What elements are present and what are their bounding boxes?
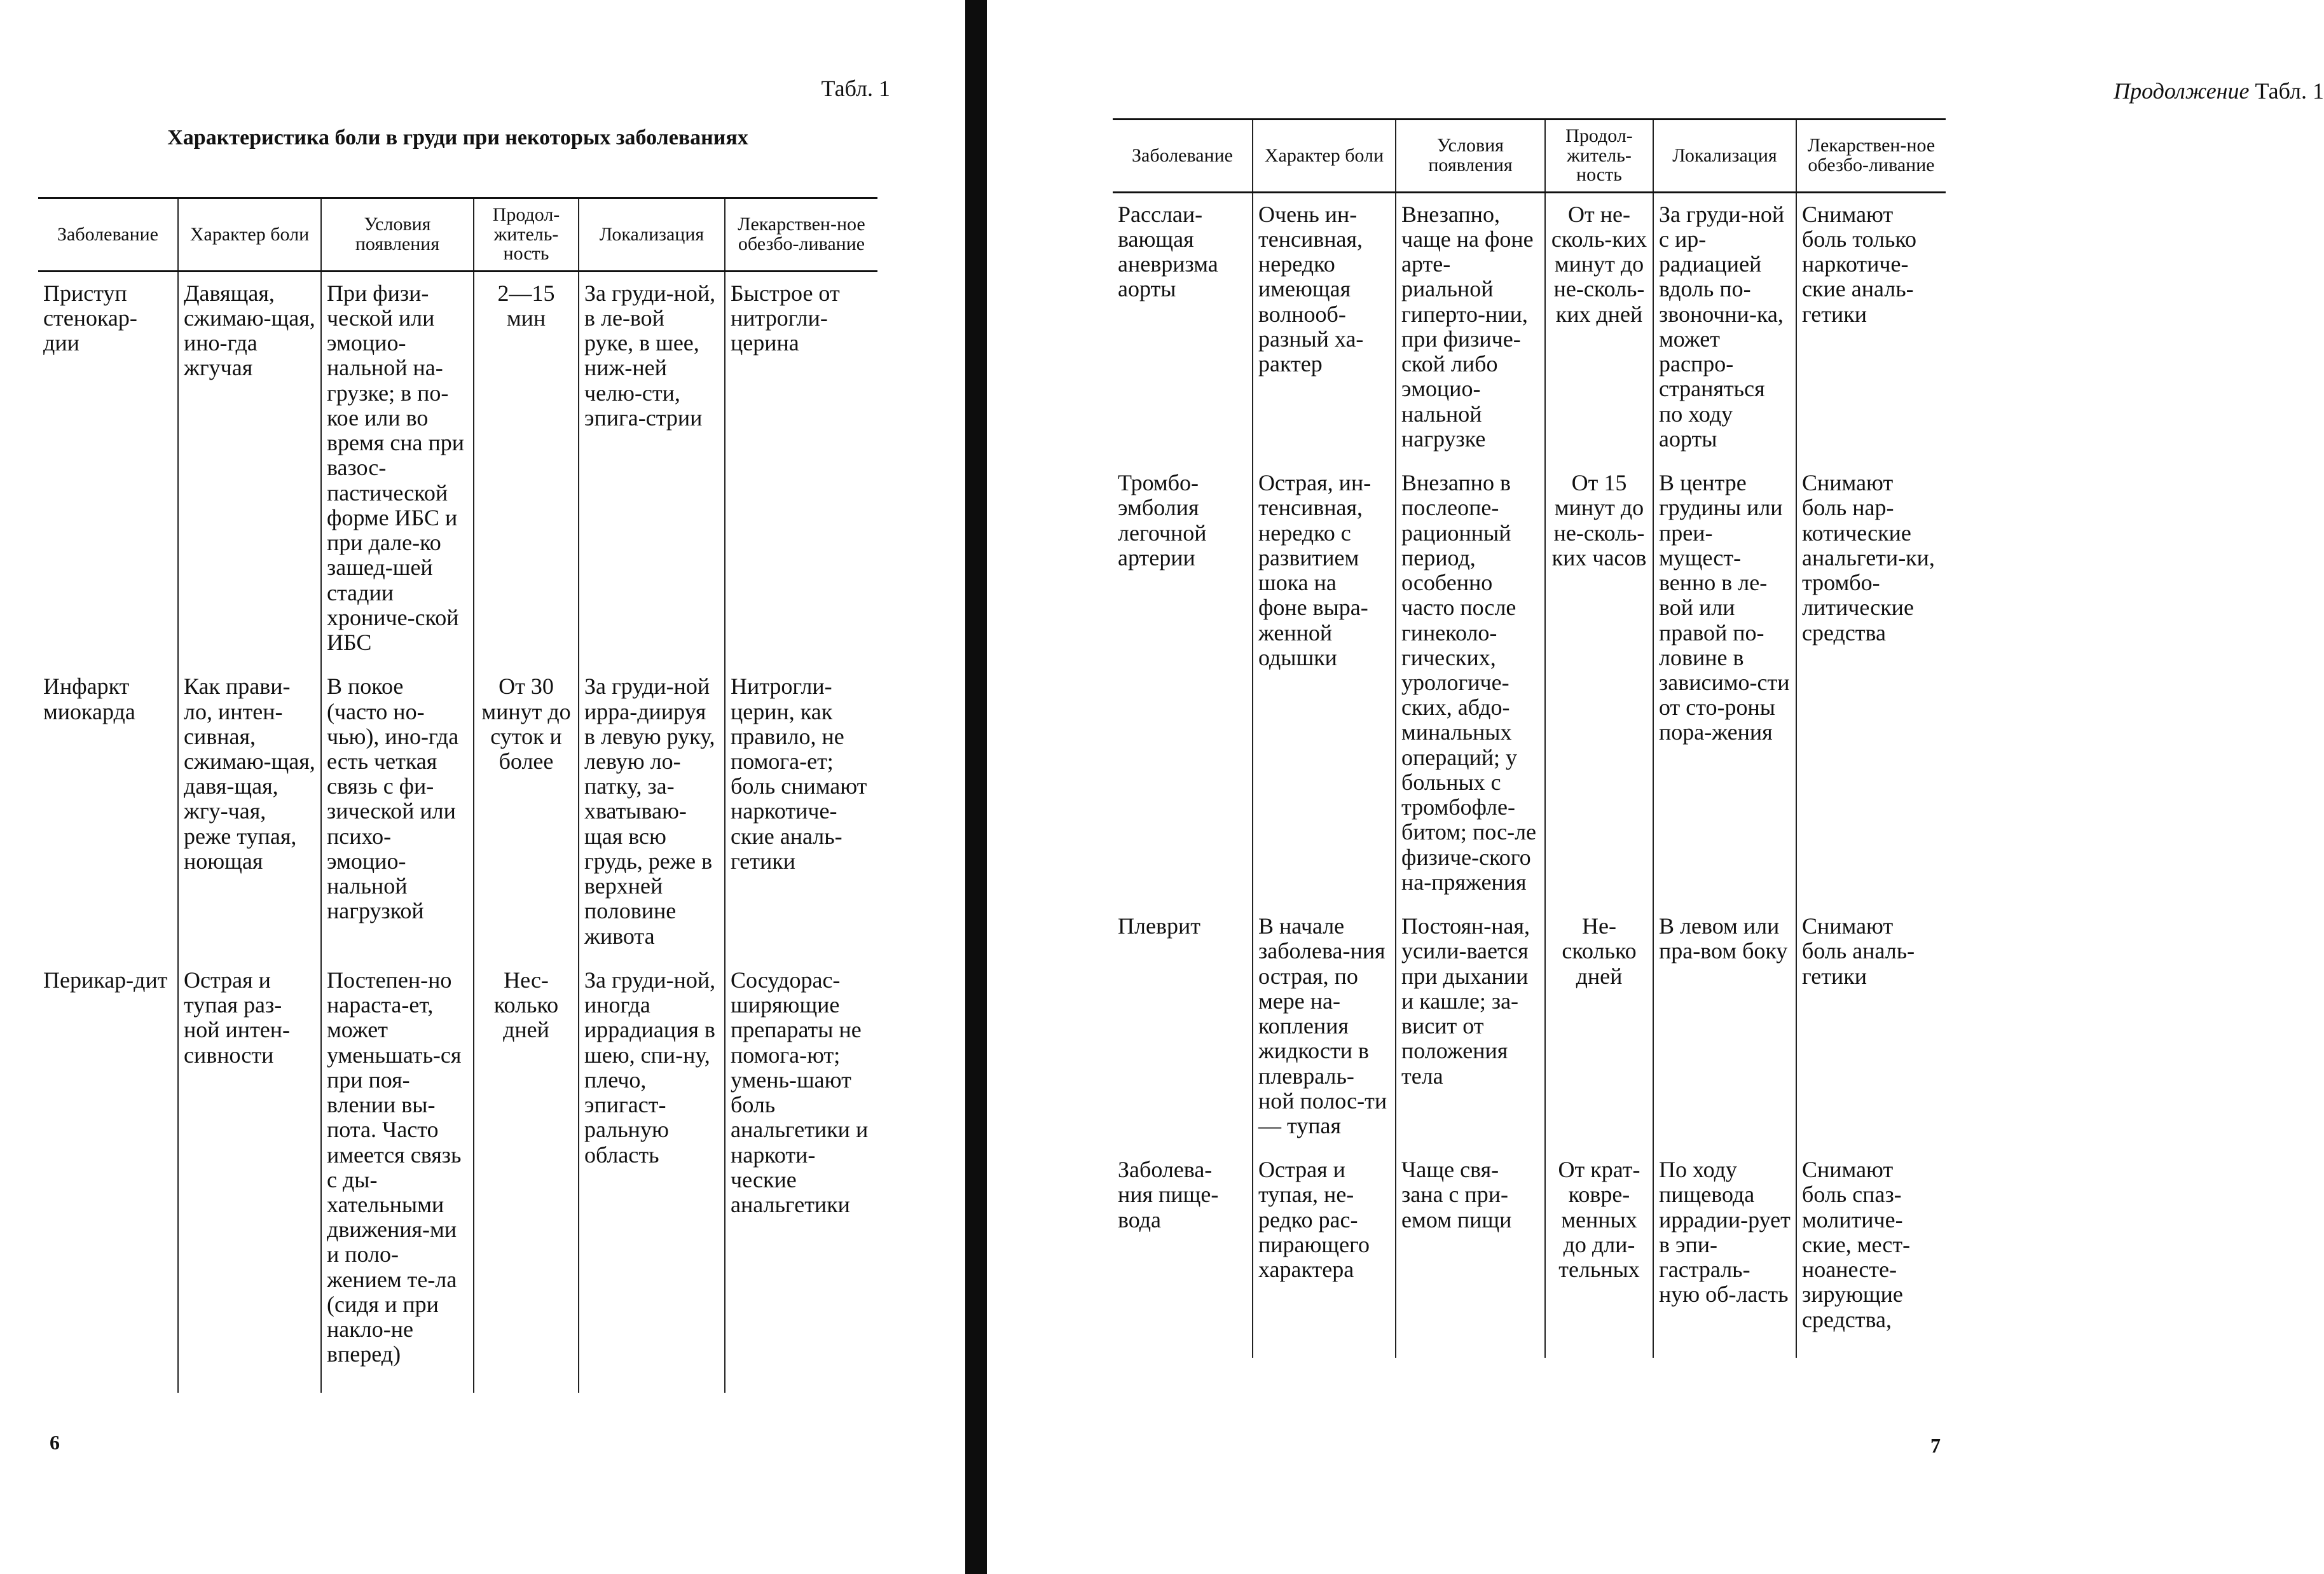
table-continuation-label bbox=[1621, 78, 2324, 104]
cell-duration: Нес-колько дней bbox=[474, 959, 579, 1393]
continuation-prefix: Продолжение bbox=[2114, 78, 2250, 104]
right-page bbox=[992, 0, 2324, 1574]
cell-onset-conditions: Внезапно в послеопе-рационный период, особенно часто после гинеколо-гических, урологиче-ских, абдо-минальных операций; у больных с тромбофле-битом; пос-ле физиче-ского на-пряжения bbox=[1396, 462, 1545, 905]
table-row bbox=[1113, 192, 1946, 462]
cell-pain-character: Как прави-ло, интен-сивная, сжимаю-щая, давя-щая, жгу-чая, реже тупая, ноющая bbox=[178, 665, 321, 959]
cell-location: За груди-ной, иногда иррадиация в шею, спи-ну, плечо, эпигаст-ральную область bbox=[579, 959, 725, 1393]
table-row bbox=[1113, 1149, 1946, 1358]
cell-duration: От крат-ковре-менных до дли-тельных bbox=[1545, 1149, 1653, 1358]
cell-duration: От не-сколь-ких минут до не-сколь-ких дней bbox=[1545, 192, 1653, 462]
cell-pain-character: Острая и тупая, не-редко рас-пирающего характера bbox=[1253, 1149, 1396, 1358]
header-drug-relief: Лекарствен-ное обезбо-ливание bbox=[725, 198, 877, 272]
cell-duration: От 15 минут до не-сколь-ких часов bbox=[1545, 462, 1653, 905]
cell-location: За груди-ной с ир-радиацией вдоль по-звоночни-ка, может распро-страняться по ходу аорты bbox=[1653, 192, 1796, 462]
header-disease: Заболевание bbox=[1113, 120, 1253, 193]
header-duration: Продол-житель-ность bbox=[474, 198, 579, 272]
cell-disease: Расслаи-вающая аневризма аорты bbox=[1118, 201, 1218, 302]
cell-disease: Перикар-дит bbox=[43, 967, 168, 993]
cell-drug-relief: Нитрогли-церин, как правило, не помога-ет; боль снимают наркотиче-ские аналь-гетики bbox=[725, 665, 877, 959]
cell-drug-relief: Сосудорас-ширяющие препараты не помога-ют; умень-шают боль анальгетики и наркоти-ческие анальгетики bbox=[725, 959, 877, 1393]
cell-drug-relief: Снимают боль аналь-гетики bbox=[1796, 905, 1946, 1149]
cell-disease: Плеврит bbox=[1118, 913, 1200, 939]
cell-disease: Инфаркт миокарда bbox=[43, 673, 135, 724]
table-row bbox=[38, 959, 877, 1393]
table-row bbox=[38, 271, 877, 665]
table-row bbox=[38, 665, 877, 959]
cell-location: За груди-ной, в ле-вой руке, в шее, ниж-ней челю-сти, эпига-стрии bbox=[579, 271, 725, 665]
table-header-row bbox=[38, 198, 877, 272]
cell-duration: 2—15 мин bbox=[474, 271, 579, 665]
table-row bbox=[1113, 905, 1946, 1149]
table-label: Табл. 1 bbox=[2255, 78, 2324, 104]
cell-onset-conditions: Постепен-но нараста-ет, может уменьшать-ся при поя-влении вы-пота. Часто имеется связь с ды-хательными движения-ми и поло-жением те-ла (сидя и при накло-не вперед) bbox=[321, 959, 474, 1393]
cell-onset-conditions: Внезапно, чаще на фоне арте-риальной гиперто-нии, при физиче-ской либо эмоцио-нальной нагрузке bbox=[1396, 192, 1545, 462]
header-disease: Заболевание bbox=[38, 198, 178, 272]
header-duration: Продол-житель-ность bbox=[1545, 120, 1653, 193]
cell-pain-character: Давящая, сжимаю-щая, ино-гда жгучая bbox=[178, 271, 321, 665]
header-pain-character: Характер боли bbox=[178, 198, 321, 272]
cell-onset-conditions: В покое (часто но-чью), ино-гда есть четкая связь с фи-зической или психо-эмоцио-нальной нагрузкой bbox=[321, 665, 474, 959]
table-header-row bbox=[1113, 120, 1946, 193]
page-number: 7 bbox=[1930, 1434, 1941, 1457]
header-drug-relief: Лекарствен-ное обезбо-ливание bbox=[1796, 120, 1946, 193]
header-pain-character: Характер боли bbox=[1253, 120, 1396, 193]
cell-duration: От 30 минут до суток и более bbox=[474, 665, 579, 959]
cell-onset-conditions: Чаще свя-зана с при-емом пищи bbox=[1396, 1149, 1545, 1358]
cell-disease: Приступ стенокар-дии bbox=[43, 280, 137, 356]
header-onset-conditions: Условия появления bbox=[321, 198, 474, 272]
cell-onset-conditions: Постоян-ная, усили-вается при дыхании и кашле; за-висит от положения тела bbox=[1396, 905, 1545, 1149]
disease-table-part-2 bbox=[1113, 118, 1946, 1358]
page-number: 6 bbox=[50, 1431, 60, 1454]
cell-disease: Заболева-ния пище-вода bbox=[1118, 1157, 1219, 1232]
cell-drug-relief: Снимают боль нар-котические анальгети-ки, тромбо-литические средства bbox=[1796, 462, 1946, 905]
cell-pain-character: Острая, ин-тенсивная, нередко с развитием шока на фоне выра-женной одышки bbox=[1253, 462, 1396, 905]
cell-pain-character: Очень ин-тенсивная, нередко имеющая волнооб-разный ха-рактер bbox=[1253, 192, 1396, 462]
cell-location: В центре грудины или преи-мущест-венно в ле-вой или правой по-ловине в зависимо-сти от сто-роны пора-жения bbox=[1653, 462, 1796, 905]
cell-pain-character: Острая и тупая раз-ной интен-сивности bbox=[178, 959, 321, 1393]
disease-table-part-1 bbox=[38, 197, 877, 1393]
table-row bbox=[1113, 462, 1946, 905]
cell-location: В левом или пра-вом боку bbox=[1653, 905, 1796, 1149]
header-location: Локализация bbox=[1653, 120, 1796, 193]
cell-duration: Не-сколько дней bbox=[1545, 905, 1653, 1149]
book-spine bbox=[965, 0, 987, 1574]
cell-location: За груди-ной ирра-диируя в левую руку, левую ло-патку, за-хватываю-щая всю грудь, реже в верхней половине живота bbox=[579, 665, 725, 959]
cell-disease: Тромбо-эмболия легочной артерии bbox=[1118, 470, 1207, 570]
header-location: Локализация bbox=[579, 198, 725, 272]
cell-drug-relief: Снимают боль спаз-молитиче-ские, мест-ноанесте-зирующие средства, bbox=[1796, 1149, 1946, 1358]
cell-onset-conditions: При физи-ческой или эмоцио-нальной на-грузке; в по-кое или во время сна при вазос-пастической форме ИБС и при дале-ко зашед-шей стадии хрониче-ской ИБС bbox=[321, 271, 474, 665]
table-title: Характеристика боли в груди при некоторых заболеваниях bbox=[167, 126, 748, 149]
cell-pain-character: В начале заболева-ния острая, по мере на-копления жидкости в плевраль-ной полос-ти — тупая bbox=[1253, 905, 1396, 1149]
cell-location: По ходу пищевода иррадии-рует в эпи-гастраль-ную об-ласть bbox=[1653, 1149, 1796, 1358]
cell-drug-relief: Быстрое от нитрогли-церина bbox=[725, 271, 877, 665]
left-page bbox=[0, 0, 960, 1574]
table-label: Табл. 1 bbox=[821, 76, 890, 101]
cell-drug-relief: Снимают боль только наркотиче-ские аналь-гетики bbox=[1796, 192, 1946, 462]
header-onset-conditions: Условия появления bbox=[1396, 120, 1545, 193]
